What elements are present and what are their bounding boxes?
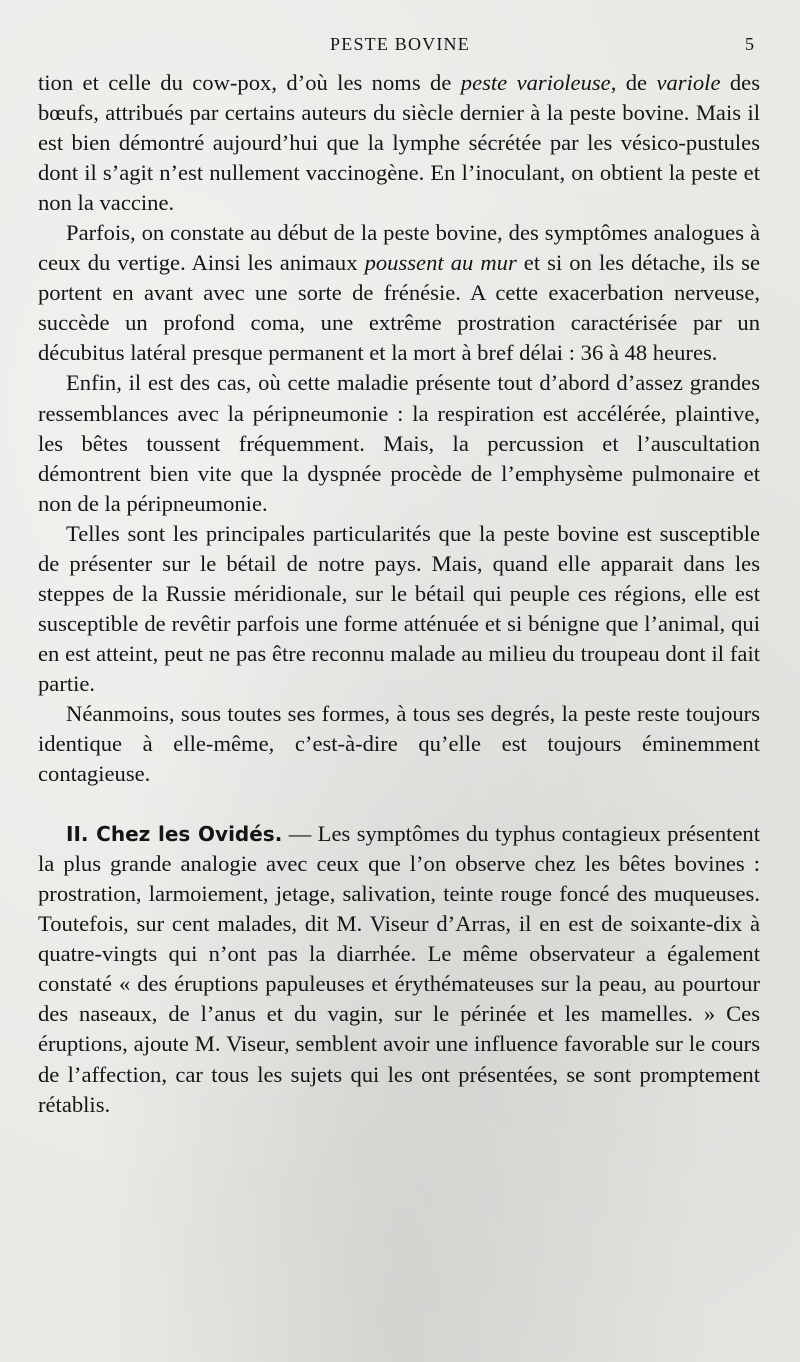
running-head xyxy=(0,34,800,58)
text-span: , de xyxy=(610,70,657,95)
body-text xyxy=(38,68,760,1120)
text-span: tion et celle du cow-pox, d’où les noms de xyxy=(38,70,461,95)
page-number: 5 xyxy=(745,34,754,54)
section-heading: II. Chez les Ovidés. xyxy=(66,822,283,847)
paragraph-2 xyxy=(38,218,760,368)
paragraph-5: Néanmoins, sous toutes ses formes, à tous ses degrés, la peste reste toujours identique à elle-même, c’est-à-dire qu’elle est toujours éminemment contagieuse. xyxy=(38,700,760,787)
paragraph-4: Telles sont les principales particularités que la peste bovine est susceptible de présenter sur le bétail de notre pays. Mais, quand elle apparait dans les steppes de la Russie méridionale, sur le bétail qui peuple ces régions, elle est susceptible de revêtir parfois une forme atténuée et si bénigne que l’animal, qui en est atteint, peut ne pas être reconnu malade au milieu du troupeau dont il fait partie. xyxy=(38,520,760,696)
paragraph-3: Enfin, il est des cas, où cette maladie présente tout d’abord d’assez grandes ressemblances avec la péripneumonie : la respiration est accélérée, plaintive, les bêtes toussent fréquemment. Mais, la percussion et l’auscultation démontrent bien vite que la dyspnée procède de l’emphysème pulmonaire et non de la péripneumonie. xyxy=(38,370,760,516)
italic-term: peste varioleuse xyxy=(460,70,611,95)
paragraph-1 xyxy=(38,68,760,218)
paragraph-6 xyxy=(38,819,760,1119)
text-span: des bœufs, attribués par certains auteurs du siècle dernier à la peste bovine. Mais il est bien démontré aujourd’hui que la lymphe sécrétée par les vésico-pustules dont il s’agit n’est nullement vaccinogène. En l’inoculant, on obtient la peste et non la vaccine. xyxy=(38,70,760,216)
text-span: Parfois, on constate au début de la peste bovine, des symptômes analogues à ceux du vertige. Ainsi les animaux xyxy=(38,220,760,276)
italic-term: variole xyxy=(656,70,721,95)
running-title: PESTE BOVINE xyxy=(330,34,470,54)
text-span: — Les symptômes du typhus contagieux présentent la plus grande analogie avec ceux que l’on observe chez les bêtes bovines : prostration, larmoiement, jetage, salivation, teinte rouge foncé des muqueuses. Toutefois, sur cent malades, dit M. Viseur d’Arras, il en est de soixante-dix à quatre-vingts qui n’ont pas la diarrhée. Le même observateur a également constaté « des éruptions papuleuses et érythémateuses sur la peau, au pourtour des naseaux, de l’anus et du vagin, sur le périnée et les mamelles. » Ces éruptions, ajoute M. Viseur, semblent avoir une influence favorable sur le cours de l’affection, car tous les sujets qui les ont présentées, se sont promptement rétablis. xyxy=(38,821,760,1117)
italic-term: poussent au mur xyxy=(364,250,517,276)
text-span: et si on les détache, ils se portent en avant avec une sorte de frénésie. A cette exacerbation nerveuse, succède un profond coma, une extrême prostration caractérisée par un décubitus latéral presque permanent et la mort à bref délai : 36 à 48 heures. xyxy=(38,250,760,366)
